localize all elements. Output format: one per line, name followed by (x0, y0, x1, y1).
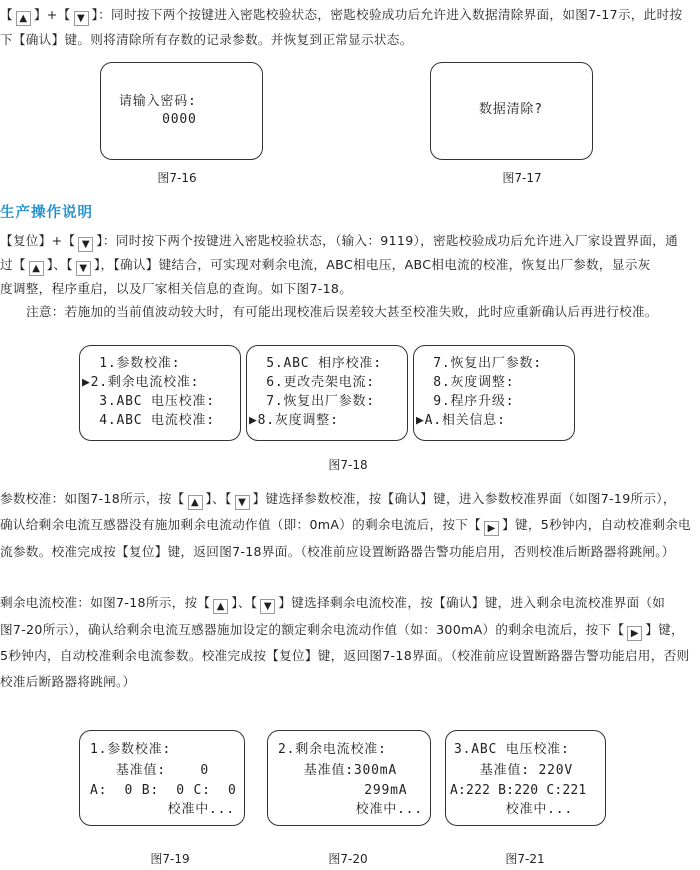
menu-item: 8.灰度调整: (416, 375, 515, 390)
production-text-line (0, 280, 352, 298)
lcd-row: 基准值: 0 (90, 763, 210, 778)
text-segment: 下【确认】键。则将清除所有存数的记录参数。并恢复到正常显示状态。 (0, 32, 413, 47)
section-heading: 生产操作说明 (0, 205, 93, 221)
lcd-clear-data-screen (430, 62, 593, 160)
menu-item-selected: ▶8.灰度调整: (249, 413, 339, 428)
menu-item: 1.参数校准: (82, 356, 181, 371)
lcd-row: 基准值: 220V (454, 763, 574, 778)
text-segment: 【 (0, 7, 13, 22)
residual_cal-text-line (0, 647, 689, 665)
figure-caption: 图7-18 (328, 458, 368, 472)
menu-item-selected: ▶A.相关信息: (416, 413, 506, 428)
menu-item: 7.恢复出厂参数: (416, 356, 542, 371)
figure-caption: 图7-21 (505, 852, 545, 866)
text-segment: 】：同时按下两个按键进入密匙校验状态，密匙校验成功后允许进入数据清除界面，如图7-17示，此时按 (91, 7, 683, 22)
lcd-password-screen (100, 62, 263, 160)
lcd-row: 校准中... (278, 802, 423, 817)
lcd-voltage-calibration-screen (445, 730, 606, 826)
up-arrow-key-icon: ▲ (188, 495, 203, 510)
lcd-row: 1.参数校准: (90, 742, 172, 757)
text-segment: 】键选择参数校准，按【确认】键，进入参数校准界面（如图7-19所示）， (252, 491, 676, 506)
menu-item: 7.恢复出厂参数: (249, 394, 375, 409)
lcd-row: 请输入密码: (119, 94, 197, 109)
up-arrow-key-icon: ▲ (213, 599, 228, 614)
text-segment: 】+【 (33, 7, 71, 22)
lcd-row: 数据清除? (479, 102, 543, 117)
intro-text-line (0, 6, 682, 26)
lcd-row: 2.剩余电流校准: (278, 742, 387, 757)
text-segment: 】、【 (46, 257, 73, 272)
text-segment: 剩余电流校准：如图7-18所示，按【 (0, 595, 211, 610)
lcd-row: 299mA (278, 783, 408, 798)
menu-item: 4.ABC 电流校准: (82, 413, 215, 428)
menu-item: 5.ABC 相序校准: (249, 356, 382, 371)
menu-item: 9.程序升级: (416, 394, 515, 409)
text-segment: 校准后断路器将跳闸。） (0, 674, 136, 689)
figure-caption: 图7-17 (502, 171, 542, 185)
production-text-line (0, 232, 678, 252)
text-segment: 过【 (0, 257, 26, 272)
lcd-row: 0000 (119, 112, 197, 127)
figure-caption: 图7-19 (150, 852, 190, 866)
production-text-line (26, 303, 658, 321)
text-segment: 】：同时按下两个按键进入密匙校验状态，（输入：9119），密匙校验成功后允许进入厂家设置界面，通 (96, 233, 679, 248)
text-segment: 度调整，程序重启，以及厂家相关信息的查询。如下图7-18。 (0, 281, 353, 296)
param_cal-text-line (0, 516, 691, 536)
text-segment: 5秒钟内，自动校准剩余电流参数。校准完成按【复位】键，返回图7-18界面。（校准前应设置断路器告警功能启用，否则 (0, 648, 690, 663)
figure-caption: 图7-16 (157, 171, 197, 185)
lcd-row: 基准值:300mA (278, 763, 398, 778)
menu-item-selected: ▶2.剩余电流校准: (82, 375, 200, 390)
lcd-menu-screen-1 (79, 345, 241, 441)
production-text-line (0, 256, 651, 276)
lcd-row: 校准中... (454, 802, 574, 817)
residual_cal-text-line (0, 594, 665, 614)
lcd-menu-screen-3 (413, 345, 575, 441)
text-segment: 注意：若施加的当前值波动较大时，有可能出现校准后误差较大甚至校准失败，此时应重新确认后再进行校准。 (26, 304, 658, 319)
text-segment: 图7-20所示），确认给剩余电流互感器施加设定的额定剩余电流动作值（如：300mA）的剩余电流后，按下【 (0, 622, 625, 637)
menu-item: 3.ABC 电压校准: (82, 394, 215, 409)
lcd-menu-screen-2 (246, 345, 408, 441)
param_cal-text-line (0, 490, 676, 510)
down-arrow-key-icon: ▼ (78, 237, 93, 252)
text-segment: 】、【 (231, 595, 258, 610)
lcd-row: A:222 B:220 C:221 (450, 783, 587, 798)
lcd-param-calibration-screen (79, 730, 245, 826)
lcd-residual-calibration-screen (267, 730, 431, 826)
up-arrow-key-icon: ▲ (29, 261, 44, 276)
param_cal-text-line (0, 543, 675, 561)
menu-item: 6.更改壳架电流: (249, 375, 375, 390)
right-arrow-key-icon: ▶ (627, 626, 642, 641)
text-segment: 】，【确认】键结合，可实现对剩余电流，ABC相电压，ABC相电流的校准，恢复出厂参数，显示灰 (93, 257, 651, 272)
down-arrow-key-icon: ▼ (74, 11, 89, 26)
figure-caption: 图7-20 (328, 852, 368, 866)
residual_cal-text-line (0, 621, 684, 641)
lcd-row: A: 0 B: 0 C: 0 (90, 783, 237, 798)
text-segment: 参数校准：如图7-18所示，按【 (0, 491, 185, 506)
text-segment: 】键选择剩余电流校准，按【确认】键，进入剩余电流校准界面（如 (278, 595, 666, 610)
lcd-row: 校准中... (90, 802, 235, 817)
text-segment: 【复位】+【 (0, 233, 76, 248)
text-segment: 】键，5秒钟内，自动校准剩余电 (502, 517, 691, 532)
text-segment: 确认给剩余电流互感器没有施加剩余电流动作值（即：0mA）的剩余电流后，按下【 (0, 517, 482, 532)
intro-text-line (0, 31, 413, 49)
residual_cal-text-line (0, 673, 136, 691)
text-segment: 】、【 (205, 491, 232, 506)
right-arrow-key-icon: ▶ (484, 521, 499, 536)
text-segment: 流参数。校准完成按【复位】键，返回图7-18界面。（校准前应设置断路器告警功能启用，否则校准后断路器将跳闸。） (0, 544, 675, 559)
down-arrow-key-icon: ▼ (235, 495, 250, 510)
down-arrow-key-icon: ▼ (260, 599, 275, 614)
up-arrow-key-icon: ▲ (16, 11, 31, 26)
down-arrow-key-icon: ▼ (76, 261, 91, 276)
lcd-row: 3.ABC 电压校准: (454, 742, 570, 757)
text-segment: 】键， (645, 622, 685, 637)
